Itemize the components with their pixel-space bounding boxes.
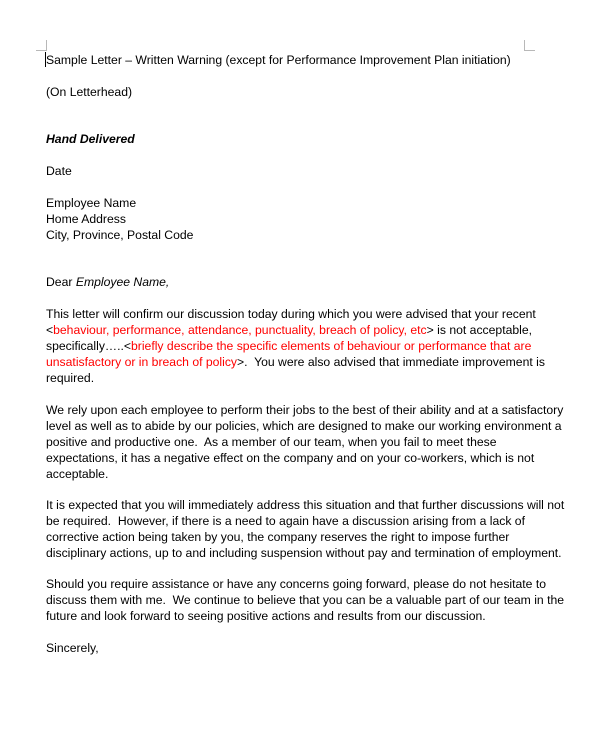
letter-title-text: Sample Letter – Written Warning (except for Performance Improvement Plan initiation)	[46, 53, 511, 67]
letterhead-text: (On Letterhead)	[46, 85, 133, 99]
p3-line-2: be required. However, if there is a need to again have a discussion arising from a lack of	[46, 514, 525, 528]
p2-line-1: We rely upon each employee to perform their jobs to the best of their ability and at a satisfactory	[46, 403, 564, 417]
paragraph-1[interactable]	[46, 306, 546, 386]
salutation[interactable]	[46, 274, 546, 290]
address-city: City, Province, Postal Code	[46, 228, 194, 242]
paragraph-3[interactable]	[46, 497, 565, 561]
delivery-method[interactable]	[46, 131, 546, 147]
p1-line-4-placeholder: unsatisfactory or in breach of policy	[46, 355, 238, 369]
p1-line-2-placeholder: behaviour, performance, attendance, punctuality, breach of policy, etc	[53, 323, 427, 337]
p2-line-4: expectations, it has a negative effect on the company and on your co-workers, which is not	[46, 451, 535, 465]
date-text: Date	[46, 164, 72, 178]
paragraph-2[interactable]	[46, 402, 564, 482]
p3-line-1: It is expected that you will immediately address this situation and that further discussions will not	[46, 498, 565, 512]
p1-line-1: This letter will confirm our discussion today during which you were advised that your recent	[46, 307, 536, 321]
delivery-text: Hand Delivered	[46, 132, 135, 146]
p4-line-1: Should you require assistance or have any concerns going forward, please do not hesitate to	[46, 577, 546, 591]
letterhead-note[interactable]	[46, 84, 546, 100]
letter-title[interactable]	[46, 52, 546, 68]
closing[interactable]	[46, 640, 546, 656]
salutation-dear: Dear	[46, 275, 76, 289]
p4-line-3: future and look forward to seeing positive actions and results from our discussion.	[46, 609, 486, 623]
p4-line-2: discuss them with me. We continue to believe that you can be a valuable part of our team in the	[46, 593, 565, 607]
p1-line-4-rest: >. You were also advised that immediate improvement is	[237, 355, 545, 369]
p1-line-3-start: specifically…..<	[46, 339, 132, 353]
margin-corner-top-left	[36, 40, 47, 51]
p3-line-4: disciplinary actions, up to and including suspension without pay and termination of employment.	[46, 546, 562, 560]
address-block[interactable]	[46, 195, 546, 243]
p1-line-3-placeholder: briefly describe the specific elements of behaviour or performance that are	[131, 339, 532, 353]
p2-line-2: level as well as to abide by our policies, which are designed to make our working environment a	[46, 419, 562, 433]
p1-line-2-open: <	[46, 323, 54, 337]
closing-text: Sincerely,	[46, 641, 99, 655]
p3-line-3: corrective action being taken by you, the company reserves the right to impose further	[46, 530, 510, 544]
p2-line-3: positive and productive one. As a member of our team, when you fail to meet these	[46, 435, 497, 449]
margin-corner-top-right	[524, 40, 535, 51]
date-line[interactable]	[46, 163, 546, 179]
address-home: Home Address	[46, 212, 126, 226]
p1-line-5: required.	[46, 371, 95, 385]
p1-line-2-close: > is not acceptable,	[426, 323, 533, 337]
paragraph-4[interactable]	[46, 576, 565, 624]
p2-line-5: acceptable.	[46, 467, 109, 481]
address-name: Employee Name	[46, 196, 137, 210]
salutation-name: Employee Name,	[75, 275, 170, 289]
